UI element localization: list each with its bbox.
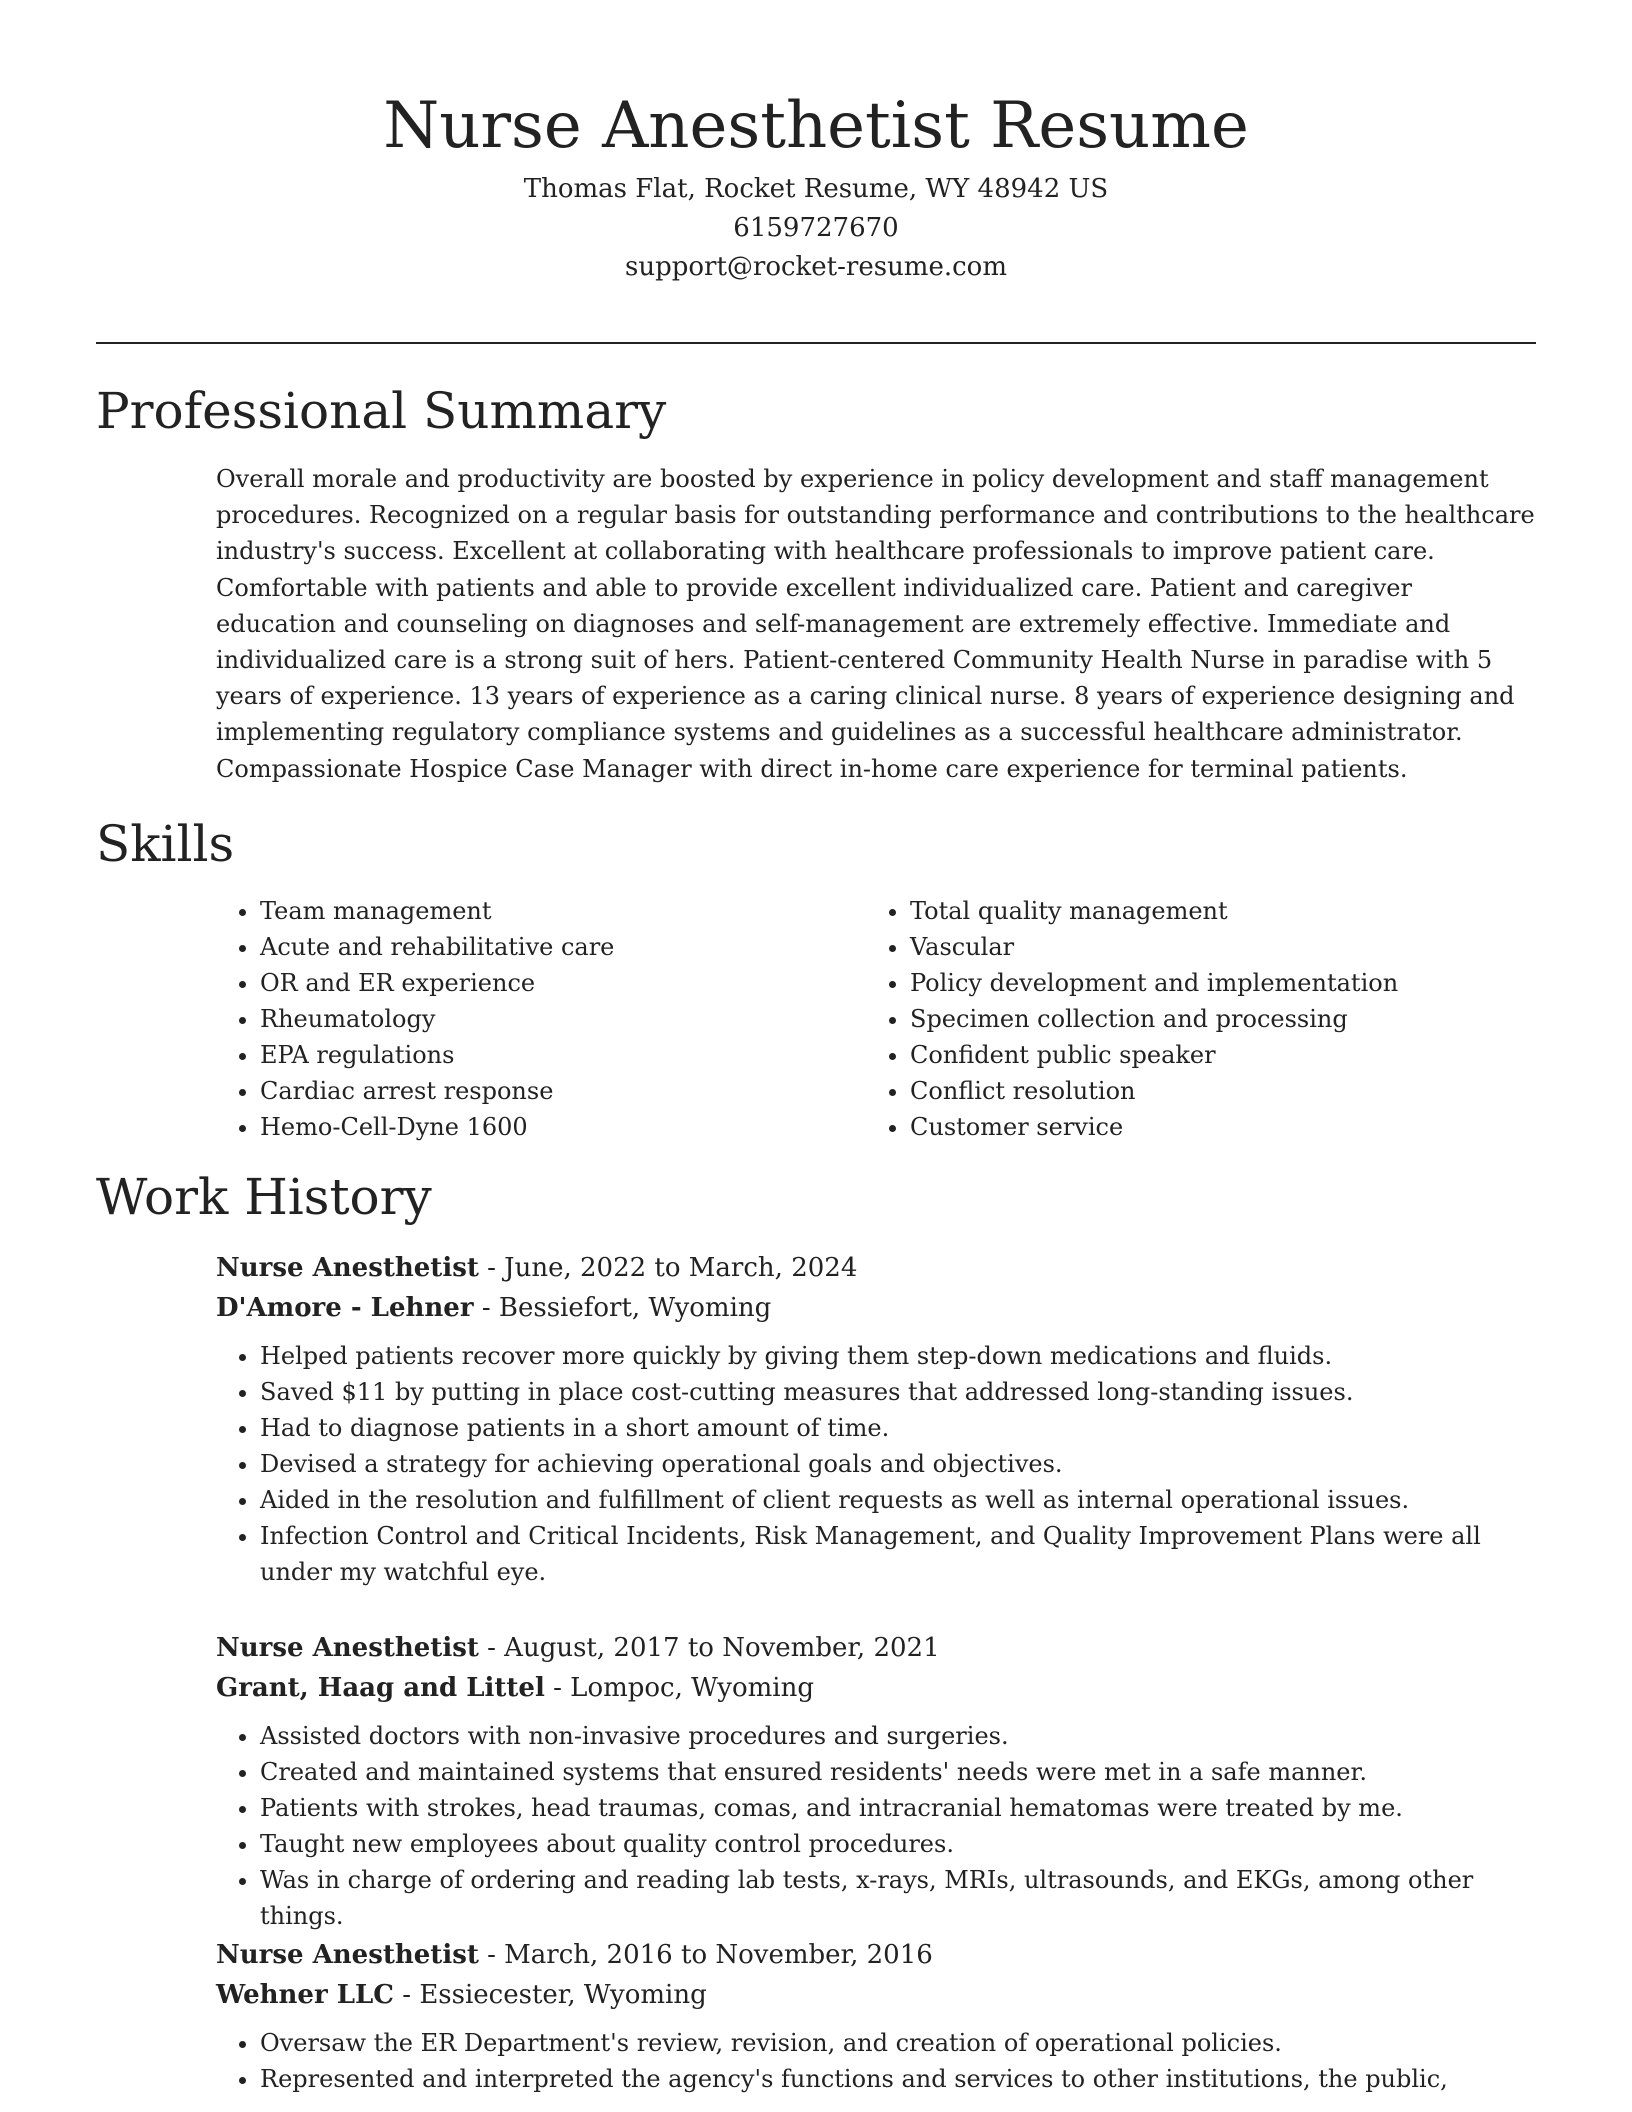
job-dates: August, 2017 to November, 2021 bbox=[504, 1633, 940, 1663]
job-company: Grant, Haag and Littel bbox=[216, 1673, 545, 1703]
duty-item: • Saved $11 by putting in place cost-cutting measures that addressed long-standing issues. bbox=[260, 1374, 1536, 1410]
skills-list-left bbox=[216, 893, 860, 1145]
job-entry bbox=[216, 1248, 1536, 1590]
resume-header bbox=[96, 82, 1536, 287]
job-title-line bbox=[216, 1248, 1536, 1288]
separator: - bbox=[553, 1673, 571, 1703]
job-title: Nurse Anesthetist bbox=[216, 1633, 479, 1663]
skill-item: • Acute and rehabilitative care bbox=[260, 929, 860, 965]
skill-item: • Conflict resolution bbox=[910, 1073, 1560, 1109]
contact-email: support@rocket-resume.com bbox=[624, 252, 1007, 282]
duty-item: • Infection Control and Critical Incidents, Risk Management, and Quality Improvement Plans were all under my watchful eye. bbox=[260, 1518, 1536, 1590]
job-location: Bessiefort, Wyoming bbox=[498, 1293, 772, 1323]
separator: - bbox=[402, 1980, 420, 2010]
separator: - bbox=[481, 1293, 499, 1323]
duty-item: • Assisted doctors with non-invasive procedures and surgeries. bbox=[260, 1718, 1536, 1754]
work-history-heading: Work History bbox=[96, 1168, 432, 1226]
skill-item: • Policy development and implementation bbox=[910, 965, 1560, 1001]
skill-item: • Team management bbox=[260, 893, 860, 929]
job-title: Nurse Anesthetist bbox=[216, 1253, 479, 1283]
duty-item: • Was in charge of ordering and reading lab tests, x-rays, MRIs, ultrasounds, and EKGs, among other things. bbox=[260, 1862, 1536, 1934]
skill-item: • Rheumatology bbox=[260, 1001, 860, 1037]
job-duties-list bbox=[216, 1338, 1536, 1590]
duty-item: • Created and maintained systems that ensured residents' needs were met in a safe manner. bbox=[260, 1754, 1536, 1790]
job-location: Essiecester, Wyoming bbox=[419, 1980, 707, 2010]
job-company: D'Amore - Lehner bbox=[216, 1293, 474, 1323]
duty-item: • Oversaw the ER Department's review, revision, and creation of operational policies. bbox=[260, 2025, 1536, 2061]
skill-item: • Specimen collection and processing bbox=[910, 1001, 1560, 1037]
duty-item: • Represented and interpreted the agency's functions and services to other institutions, the public, bbox=[260, 2061, 1536, 2097]
duty-item: • Helped patients recover more quickly by giving them step-down medications and fluids. bbox=[260, 1338, 1536, 1374]
job-title: Nurse Anesthetist bbox=[216, 1940, 479, 1970]
duty-item: • Had to diagnose patients in a short amount of time. bbox=[260, 1410, 1536, 1446]
job-company-line bbox=[216, 1975, 1536, 2015]
duty-item: • Aided in the resolution and fulfillment of client requests as well as internal operational issues. bbox=[260, 1482, 1536, 1518]
skill-item: • Confident public speaker bbox=[910, 1037, 1560, 1073]
skill-item: • Total quality management bbox=[910, 893, 1560, 929]
job-company-line bbox=[216, 1668, 1536, 1708]
contact-phone: 6159727670 bbox=[733, 213, 899, 243]
job-title-line bbox=[216, 1628, 1536, 1668]
job-title-line bbox=[216, 1935, 1536, 1975]
job-company-line bbox=[216, 1288, 1536, 1328]
skill-item: • Hemo-Cell-Dyne 1600 bbox=[260, 1109, 860, 1145]
job-entry bbox=[216, 1935, 1536, 2097]
job-company: Wehner LLC bbox=[216, 1980, 394, 2010]
job-location: Lompoc, Wyoming bbox=[570, 1673, 814, 1703]
skill-item: • EPA regulations bbox=[260, 1037, 860, 1073]
skill-item: • Vascular bbox=[910, 929, 1560, 965]
skill-item: • Cardiac arrest response bbox=[260, 1073, 860, 1109]
job-duties-list bbox=[216, 2025, 1536, 2097]
skills-heading: Skills bbox=[96, 815, 235, 873]
separator: - bbox=[487, 1253, 505, 1283]
job-duties-list bbox=[216, 1718, 1536, 1934]
resume-title: Nurse Anesthetist Resume bbox=[383, 89, 1249, 163]
skill-item: • Customer service bbox=[910, 1109, 1560, 1145]
job-entry bbox=[216, 1628, 1536, 1934]
header-divider bbox=[96, 342, 1536, 344]
job-dates: March, 2016 to November, 2016 bbox=[504, 1940, 933, 1970]
separator: - bbox=[487, 1940, 505, 1970]
duty-item: • Patients with strokes, head traumas, comas, and intracranial hematomas were treated by me. bbox=[260, 1790, 1536, 1826]
separator: - bbox=[487, 1633, 505, 1663]
contact-address: Thomas Flat, Rocket Resume, WY 48942 US bbox=[523, 174, 1109, 204]
skill-item: • OR and ER experience bbox=[260, 965, 860, 1001]
skills-list-right bbox=[866, 893, 1560, 1145]
duty-item: • Devised a strategy for achieving operational goals and objectives. bbox=[260, 1446, 1536, 1482]
duty-item: • Taught new employees about quality control procedures. bbox=[260, 1826, 1536, 1862]
professional-summary-heading: Professional Summary bbox=[96, 382, 667, 440]
job-dates: June, 2022 to March, 2024 bbox=[504, 1253, 858, 1283]
professional-summary-text: Overall morale and productivity are boosted by experience in policy development and staff management procedures. Recognized on a regular basis for outstanding performance and contributions to the healthcare industry's success. Excellent at collaborating with healthcare professionals to improve patient care. Comfortable with patients and able to provide excellent individualized care. Patient and caregiver education and counseling on diagnoses and self-management are extremely effective. Immediate and individualized care is a strong suit of hers. Patient-centered Community Health Nurse in paradise with 5 years of experience. 13 years of experience as a caring clinical nurse. 8 years of experience designing and implementing regulatory compliance systems and guidelines as a successful healthcare administrator. Compassionate Hospice Case Manager with direct in-home care experience for terminal patients. bbox=[216, 465, 1535, 783]
